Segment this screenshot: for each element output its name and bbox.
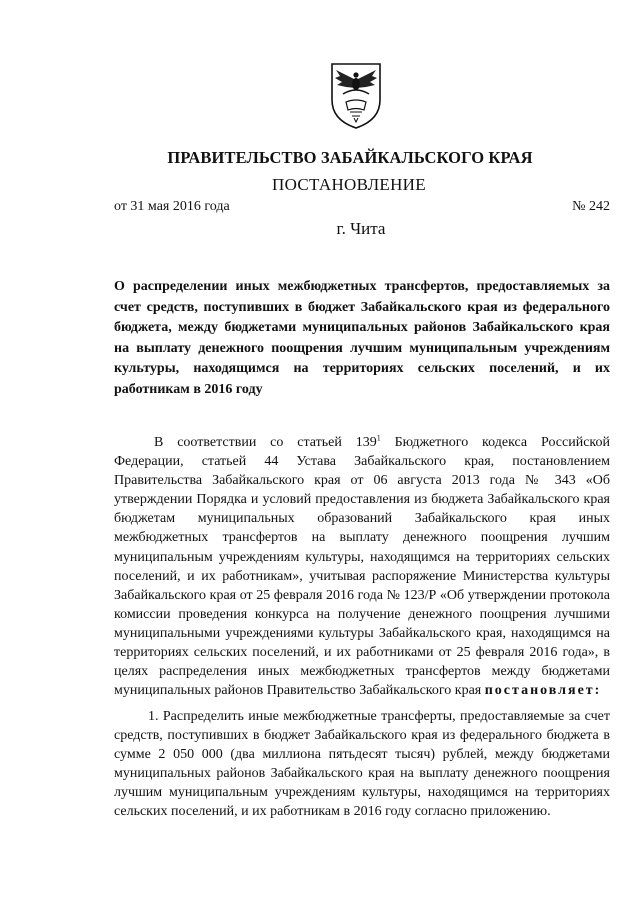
document-type: ПОСТАНОВЛЕНИЕ bbox=[272, 175, 426, 194]
decree-word: постановляет: bbox=[484, 683, 602, 699]
government-title: ПРАВИТЕЛЬСТВО ЗАБАЙКАЛЬСКОГО КРАЯ bbox=[167, 148, 533, 167]
preamble-text-rest: Бюджетного кодекса Российской Федерации, статьей 44 Устава Забайкальского края, постановлением Правительства Забайкальского края от 06 августа 2013 года № 343 «Об утверждении Порядка и условий предоставления из бюджета Забайкальского края бюджетам муниципальных образований Забайкальского края иных межбюджетных трансфертов на выплату денежного поощрения лучшим муниципальным учреждениям культуры, находящимся на территориях сельских поселений, и их работникам», учитывая распоряжение Министерства культуры Забайкальского края от 25 февраля 2016 года № 123/Р «Об утверждении протокола комиссии проведения конкурса на получение денежного поощрения лучшими муниципальными учреждениями культуры Забайкальского края, находящимся на территориях сельских поселений, и их работниками от 25 февраля 2016 года», в целях распределения иных межбюджетных трансфертов между бюджетами муниципальных районов Правительство Забайкальского края bbox=[114, 435, 610, 699]
clause-1: 1. Распределить иные межбюджетные трансферты, предоставляемые за счет средств, поступивших в бюджет Забайкальского края из федерального бюджета в сумме 2 050 000 (два миллиона пятьдесят тысяч) рублей, между бюджетами муниципальных районов Забайкальского края на выплату денежного поощрения лучшим муниципальным учреждениям культуры, находящимся на территориях сельских поселений, и их работникам в 2016 году согласно приложению. bbox=[114, 709, 610, 820]
preamble-text-start: В соответствии со статьей 139 bbox=[154, 435, 377, 450]
document-date: от 31 мая 2016 года bbox=[114, 199, 230, 214]
document-number: № 242 bbox=[572, 199, 610, 214]
document-subject: О распределении иных межбюджетных трансфертов, предоставляемых за счет средств, поступивших в бюджет Забайкальского края из федерального бюджета, между бюджетами муниципальных районов Забайкальского края на выплату денежного поощрения лучшим муниципальным учреждениям культуры, находящимся на территориях сельских поселений, и их работникам в 2016 году bbox=[114, 279, 610, 397]
article-superscript: 1 bbox=[376, 433, 381, 443]
document-city: г. Чита bbox=[336, 219, 386, 238]
preamble-paragraph bbox=[114, 433, 610, 700]
zabaykalsky-coat-of-arms-icon bbox=[326, 58, 386, 130]
